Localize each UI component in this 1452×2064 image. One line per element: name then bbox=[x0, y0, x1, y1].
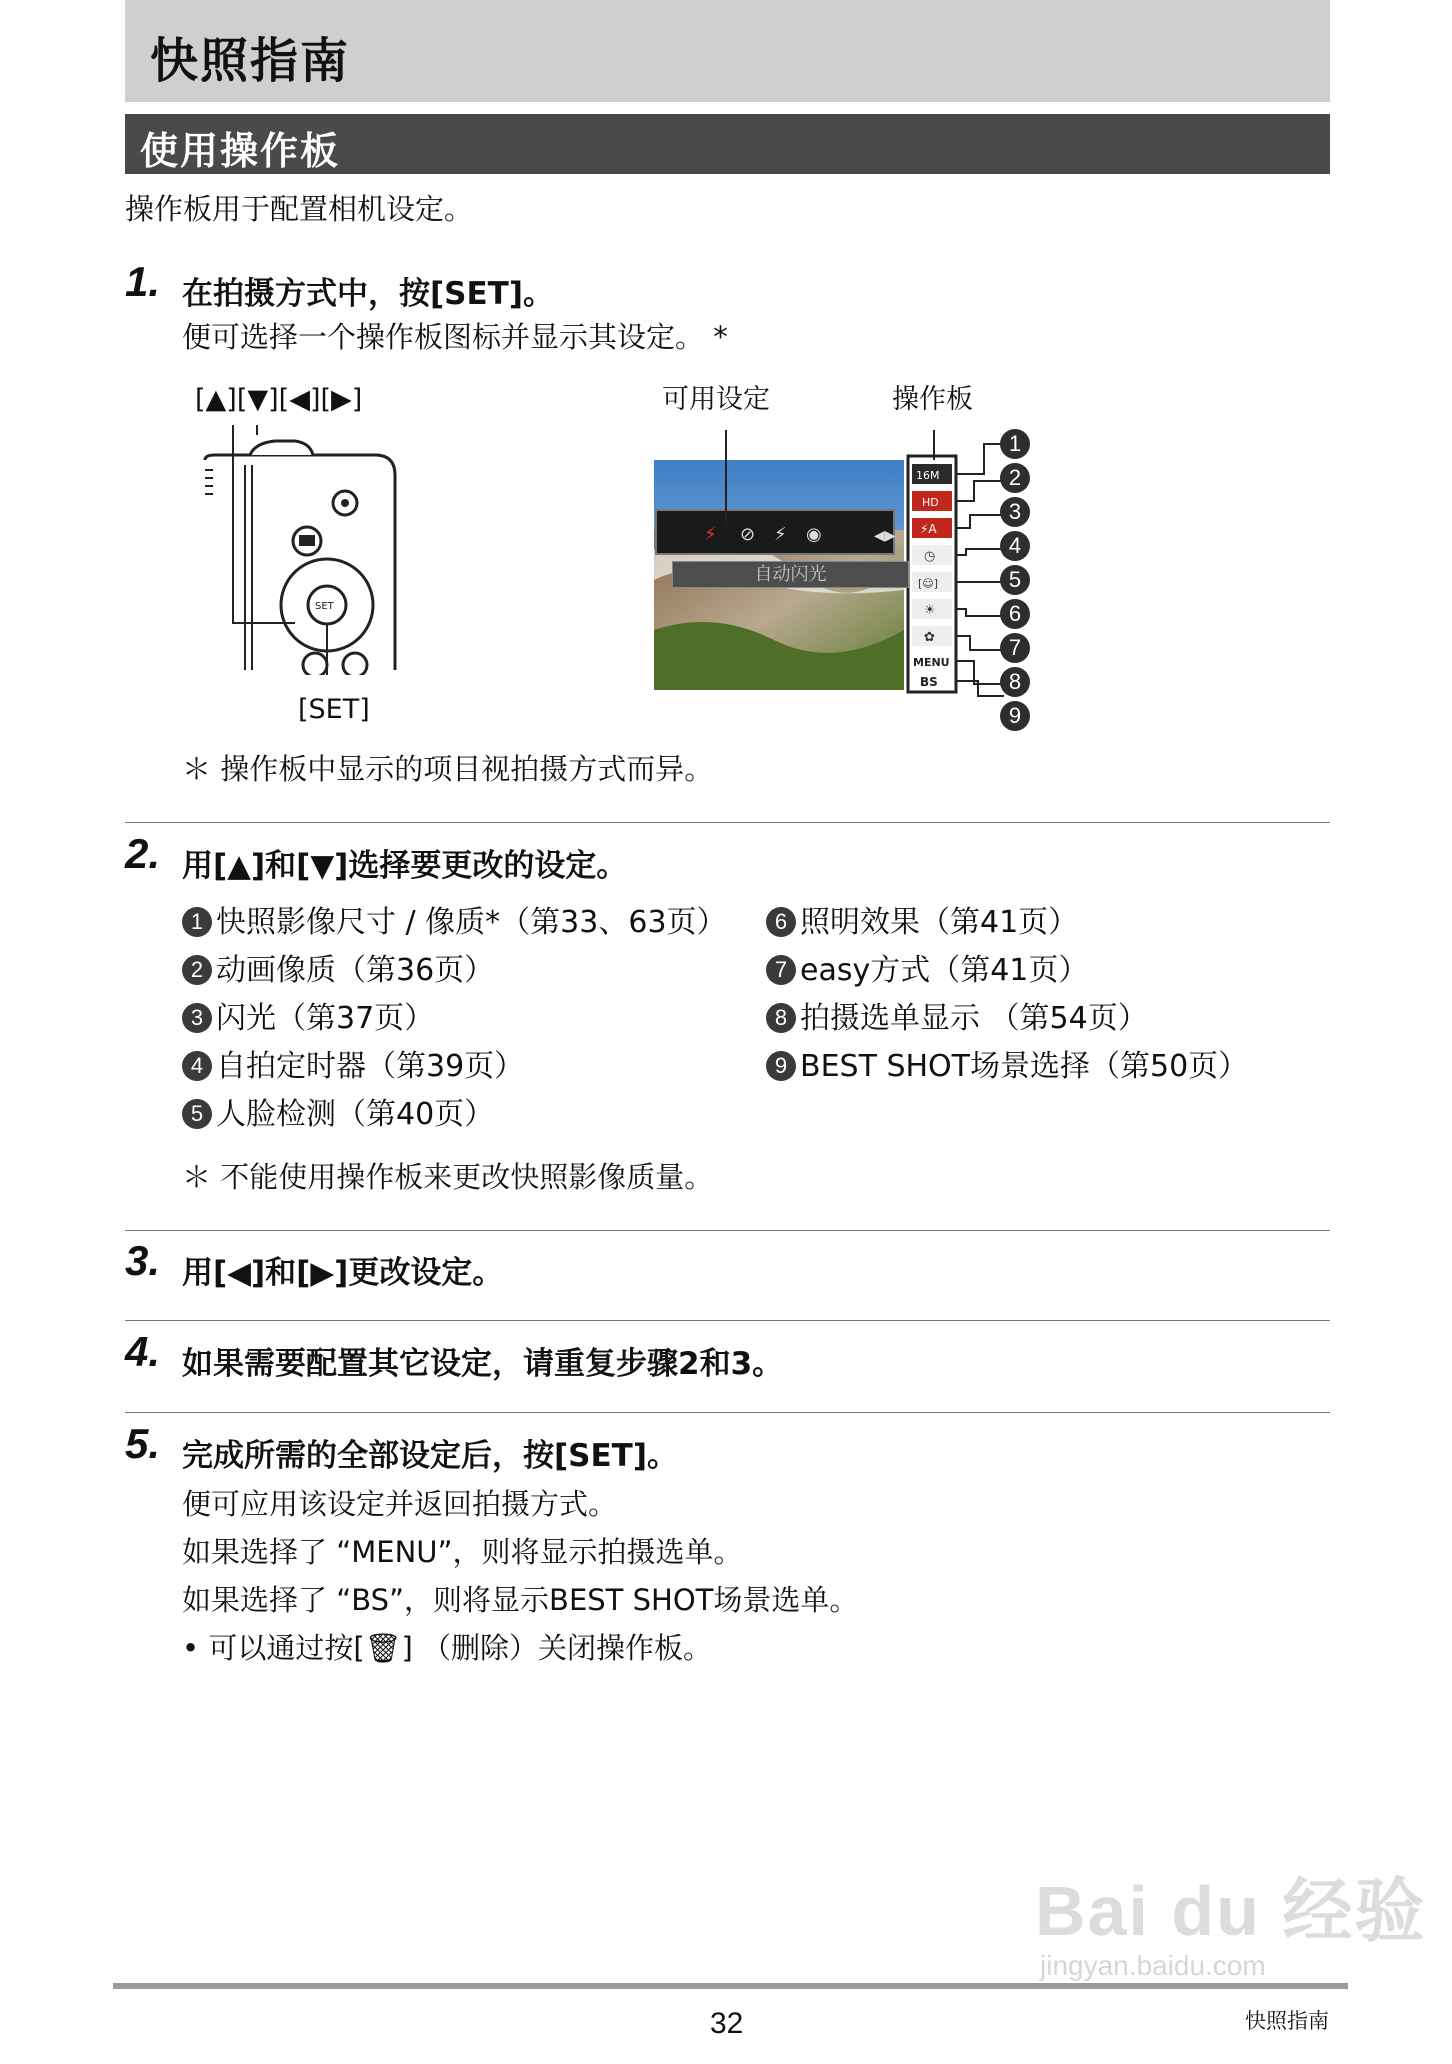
svg-text:⚡: ⚡ bbox=[704, 524, 717, 545]
step-5-number: 5. bbox=[125, 1420, 161, 1467]
callout-3: 3 bbox=[1000, 497, 1030, 527]
panel-icon-easy: ✿ bbox=[924, 630, 935, 645]
list-item: 9 BEST SHOT场景选择（第50页） bbox=[766, 1041, 1248, 1085]
section-title: 使用操作板 bbox=[140, 129, 341, 173]
baidu-watermark: Bai du 经验 bbox=[1035, 1872, 1427, 1950]
svg-text:⚡: ⚡ bbox=[774, 524, 787, 545]
page-number: 32 bbox=[710, 2007, 744, 2040]
available-settings-label: 可用设定 bbox=[662, 384, 770, 415]
list-item: 7 easy方式（第41页） bbox=[766, 945, 1088, 989]
callout-4: 4 bbox=[1000, 531, 1030, 561]
divider bbox=[125, 822, 1330, 823]
panel-icon-size: 16M bbox=[916, 469, 940, 482]
step-4-title: 如果需要配置其它设定，请重复步骤2和3。 bbox=[182, 1346, 784, 1382]
list-item: 5 人脸检测（第40页） bbox=[182, 1089, 494, 1133]
callout-7: 7 bbox=[1000, 633, 1030, 663]
set-button-label: [SET] bbox=[298, 694, 370, 725]
footer-rule bbox=[113, 1983, 1348, 1989]
step-2-number: 2. bbox=[125, 830, 161, 877]
panel-icon-face: [☺] bbox=[918, 577, 939, 590]
list-item: 3 闪光（第37页） bbox=[182, 993, 434, 1037]
footer-section-label: 快照指南 bbox=[1245, 2009, 1329, 2033]
step-5-title: 完成所需的全部设定后，按[SET]。 bbox=[182, 1438, 678, 1474]
note-quality: ＊ 不能使用操作板来更改快照影像质量。 bbox=[182, 1160, 714, 1194]
svg-text:◀▶: ◀▶ bbox=[874, 528, 896, 544]
close-panel-tip: • 可以通过按[🗑] （删除）关闭操作板。 bbox=[182, 1631, 712, 1665]
panel-icon-bs: BS bbox=[920, 675, 938, 689]
step-5-line-1: 便可应用该设定并返回拍摄方式。 bbox=[182, 1487, 618, 1521]
callout-1: 1 bbox=[1000, 429, 1030, 459]
callout-9: 9 bbox=[1000, 701, 1030, 731]
step-4-number: 4. bbox=[125, 1328, 161, 1375]
list-item: 1 快照影像尺寸 / 像质*（第33、63页） bbox=[182, 897, 727, 941]
panel-icon-lighting: ☀ bbox=[924, 603, 936, 618]
step-5-line-2: 如果选择了 “MENU”，则将显示拍摄选单。 bbox=[182, 1535, 743, 1569]
set-button-text: SET bbox=[315, 601, 334, 612]
panel-icon-movie: HD bbox=[922, 496, 939, 509]
arrow-buttons-label: [▲][▼][◀][▶] bbox=[195, 384, 363, 415]
step-5-line-3: 如果选择了 “BS”，则将显示BEST SHOT场景选单。 bbox=[182, 1583, 859, 1617]
callout-8: 8 bbox=[1000, 667, 1030, 697]
svg-text:⊘: ⊘ bbox=[740, 524, 756, 545]
list-item: 8 拍摄选单显示 （第54页） bbox=[766, 993, 1148, 1037]
intro-text: 操作板用于配置相机设定。 bbox=[125, 192, 474, 226]
list-item: 6 照明效果（第41页） bbox=[766, 897, 1078, 941]
callout-5: 5 bbox=[1000, 565, 1030, 595]
list-item: 4 自拍定时器（第39页） bbox=[182, 1041, 524, 1085]
step-3-title: 用[◀]和[▶]更改设定。 bbox=[182, 1255, 504, 1291]
camera-back-illustration bbox=[195, 425, 425, 675]
step-1-number: 1. bbox=[125, 258, 161, 305]
callout-6: 6 bbox=[1000, 599, 1030, 629]
control-panel-label: 操作板 bbox=[892, 384, 973, 415]
panel-icon-flash: ⚡A bbox=[920, 522, 937, 536]
lcd-setting-caption: 自动闪光 bbox=[672, 561, 909, 588]
baidu-watermark-url: jingyan.baidu.com bbox=[1040, 1950, 1266, 1981]
svg-text:◉: ◉ bbox=[806, 524, 822, 545]
panel-icon-timer: ◷ bbox=[924, 549, 936, 564]
callout-2: 2 bbox=[1000, 463, 1030, 493]
page-title: 快照指南 bbox=[150, 33, 351, 89]
note-panel-items: ＊ 操作板中显示的项目视拍摄方式而异。 bbox=[182, 752, 714, 786]
divider bbox=[125, 1230, 1330, 1231]
step-1-title: 在拍摄方式中，按[SET]。 bbox=[182, 276, 554, 312]
step-1-desc: 便可选择一个操作板图标并显示其设定。 * bbox=[182, 320, 728, 354]
divider bbox=[125, 1412, 1330, 1413]
step-3-number: 3. bbox=[125, 1237, 161, 1284]
step-2-title: 用[▲]和[▼]选择要更改的设定。 bbox=[182, 848, 628, 884]
list-item: 2 动画像质（第36页） bbox=[182, 945, 494, 989]
panel-icon-menu: MENU bbox=[913, 656, 950, 669]
divider bbox=[125, 1320, 1330, 1321]
